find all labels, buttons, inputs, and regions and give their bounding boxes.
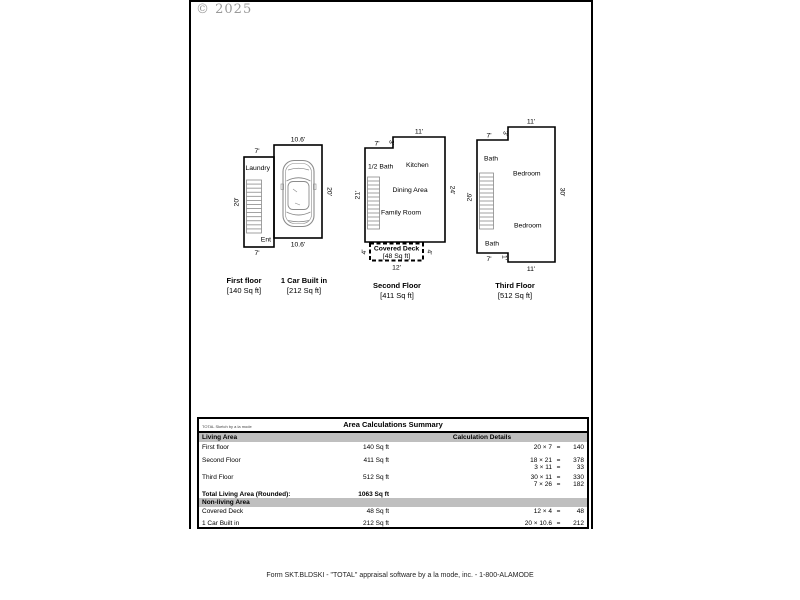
table-title: Area Calculations Summary [343, 420, 443, 429]
living-area-header: Living Area [202, 434, 238, 441]
calc-val: 48 [576, 508, 584, 515]
room-label-dining: Dining Area [392, 187, 428, 194]
dim-label: 12' [392, 264, 401, 272]
third-floor-plan [467, 119, 566, 274]
dim-label: 21' [354, 190, 362, 200]
table-header [199, 419, 587, 433]
dim-label: 4' [425, 249, 433, 255]
caption-second-floor [362, 281, 432, 301]
calc-eq: = [556, 474, 561, 481]
room-label-ent: Ent [260, 236, 271, 244]
floorplan-sketch [225, 110, 575, 288]
dim-label: 1' [500, 254, 508, 261]
dim-label: 11' [414, 128, 424, 136]
row-area: 411 Sq ft [363, 457, 389, 464]
room-label-bedroom-bottom: Bedroom [514, 222, 542, 230]
caption-title: Second Floor [373, 281, 421, 290]
calc-val: 182 [573, 481, 584, 488]
calc-line [502, 457, 584, 464]
dim-label: 24' [448, 185, 456, 195]
table-row [199, 457, 587, 471]
caption-garage [269, 276, 339, 296]
calc-expr: 30 × 11 [530, 474, 552, 481]
calc-eq: = [556, 508, 561, 515]
dim-label: 10.6' [290, 136, 306, 144]
dim-label: 11' [526, 266, 536, 273]
calc-line [502, 520, 584, 527]
calc-line [502, 474, 584, 481]
calc-line [502, 444, 584, 451]
dim-label: 7' [486, 132, 492, 140]
calc-expr: 3 × 11 [534, 464, 552, 471]
row-area: 48 Sq ft [366, 508, 389, 515]
second-floor-stairs-icon [368, 177, 380, 229]
row-calcs [502, 444, 584, 451]
dim-label: 7' [486, 256, 492, 263]
calc-eq: = [556, 481, 561, 488]
calc-expr: 20 × 7 [533, 444, 552, 451]
calc-expr: 18 × 21 [530, 457, 552, 464]
garage-outline [274, 145, 322, 238]
form-footer-text: Form SKT.BLDSKI - "TOTAL" appraisal software by a la mode, inc. - 1-800-ALAMODE [266, 572, 534, 579]
dim-label: 20' [325, 187, 333, 196]
calc-val: 378 [573, 457, 584, 464]
total-living-area-row [199, 491, 587, 498]
calc-eq: = [556, 520, 561, 527]
calc-val: 330 [573, 474, 584, 481]
calc-val: 212 [573, 520, 584, 527]
calc-line [502, 481, 584, 488]
room-label-half-bath: 1/2 Bath [368, 163, 394, 171]
calculation-details-header: Calculation Details [452, 434, 512, 441]
dim-label: 7' [374, 140, 380, 148]
row-calcs [502, 474, 584, 488]
row-area: 140 Sq ft [362, 444, 389, 451]
dim-label: 30' [558, 187, 566, 197]
calc-line [502, 508, 584, 515]
car-icon [281, 161, 316, 227]
dim-label: 20' [233, 197, 241, 207]
non-living-area-header: Non-living Area [202, 499, 250, 506]
living-area-band [199, 433, 587, 442]
total-label: Total Living Area (Rounded): [202, 491, 291, 498]
row-name: First floor [202, 444, 230, 451]
caption-title: Third Floor [495, 281, 535, 290]
third-floor-stairs-icon [480, 173, 494, 229]
table-row [199, 520, 587, 527]
first-floor-plan [234, 137, 333, 258]
table-row [199, 474, 587, 488]
caption-third-floor [480, 281, 550, 301]
calc-val: 33 [576, 464, 584, 471]
calc-eq: = [556, 464, 561, 471]
caption-area: [512 Sq ft] [497, 291, 533, 300]
row-name: 1 Car Built in [202, 520, 240, 527]
calc-line [502, 464, 584, 471]
first-floor-stairs-icon [247, 180, 262, 233]
room-label-bath-top: Bath [484, 155, 498, 163]
second-floor-plan [355, 129, 456, 272]
deck-area-label: [48 Sq ft] [382, 253, 411, 260]
dim-label: 7' [254, 250, 260, 257]
table-row [199, 444, 587, 451]
caption-title: 1 Car Built in [280, 276, 328, 285]
room-label-bedroom-top: Bedroom [513, 170, 541, 178]
row-calcs [502, 508, 584, 515]
caption-area: [212 Sq ft] [286, 286, 322, 295]
total-value: 1063 Sq ft [358, 491, 389, 498]
non-living-area-band [199, 498, 587, 507]
row-name: Third Floor [202, 474, 234, 481]
row-calcs [502, 457, 584, 471]
dim-label: 11' [526, 118, 536, 126]
dim-label: 3' [501, 130, 509, 137]
row-calcs [502, 520, 584, 527]
dim-label: 7' [254, 148, 260, 155]
table-row [199, 508, 587, 515]
row-area: 212 Sq ft [362, 520, 389, 527]
room-label-laundry: Laundry [245, 165, 271, 172]
row-name: Covered Deck [202, 508, 244, 515]
area-calculations-table [197, 417, 589, 529]
row-name: Second Floor [202, 457, 241, 464]
caption-title: First floor [226, 276, 262, 285]
copyright-text: © 2025 [196, 2, 253, 17]
room-label-bath-bottom: Bath [485, 240, 499, 248]
room-label-kitchen: Kitchen [406, 162, 429, 169]
row-area: 512 Sq ft [362, 474, 389, 481]
calc-eq: = [556, 457, 561, 464]
dim-label: 4' [361, 249, 368, 255]
caption-area: [411 Sq ft] [380, 291, 414, 300]
calc-expr: 7 × 26 [533, 481, 552, 488]
calc-expr: 12 × 4 [533, 508, 552, 515]
calc-val: 140 [573, 444, 584, 451]
caption-area: [140 Sq ft] [226, 286, 262, 295]
dim-label: 3' [387, 139, 395, 146]
dim-label: 10.6' [290, 241, 306, 249]
deck-label: Covered Deck [373, 245, 420, 253]
calc-eq: = [556, 444, 561, 451]
calc-expr: 20 × 10.6 [524, 520, 552, 527]
dim-label: 26' [466, 192, 474, 202]
watermark-text: TOTAL Sketch by a la mode [202, 424, 252, 429]
room-label-family: Family Room [381, 209, 422, 217]
